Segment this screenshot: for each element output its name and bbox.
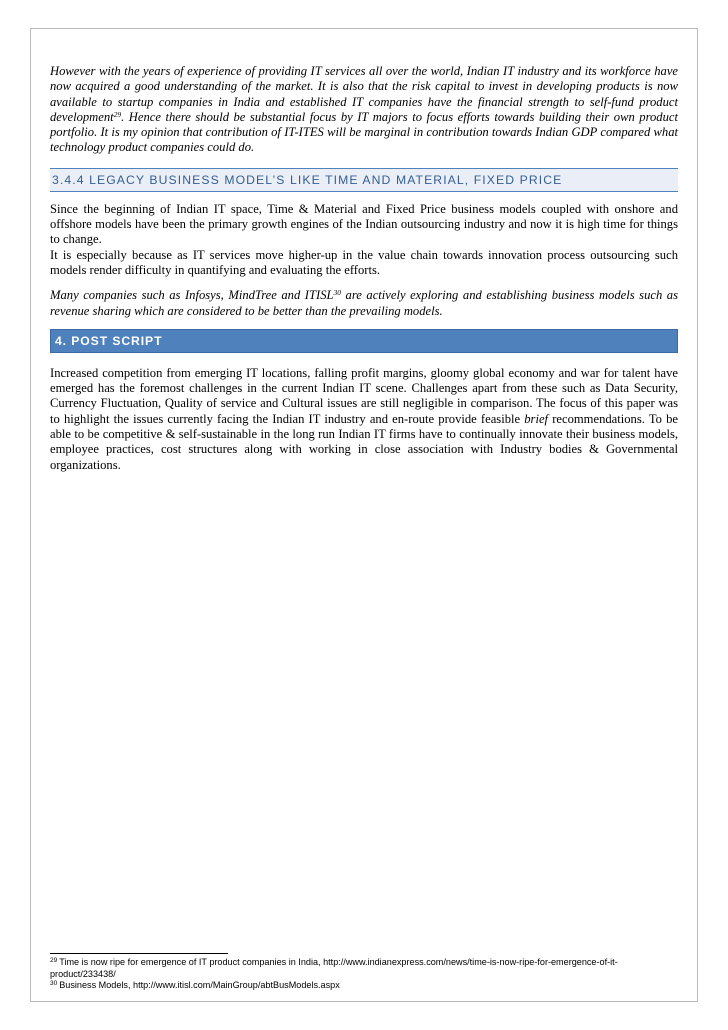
footnote-29: [50, 957, 678, 980]
legacy-paragraph-3-part-1: Many companies such as Infosys, MindTree and ITISL: [50, 288, 334, 303]
legacy-paragraph-1: Since the beginning of Indian IT space, Time & Material and Fixed Price business models coupled with onshore and offshore models have been the primary growth engines of the Indian outsourcing industry and now it is high time for things to change.: [50, 201, 678, 247]
postscript-text-part-2: recommendations. To be able to be competitive & self-sustainable in the long run Indian IT firms have to continually innovate their business models, employee practices, cost structures along with working in close association with Industry bodies & Governmental organizations.: [50, 411, 678, 472]
page-content: [50, 64, 678, 473]
footnotes: [50, 953, 678, 992]
footnote-mark: 29: [50, 957, 58, 964]
section-heading-3-4-4: 3.4.4 LEGACY BUSINESS MODEL’S LIKE TIME AND MATERIAL, FIXED PRICE: [50, 168, 678, 192]
footnote-30: [50, 980, 678, 992]
intro-text-part-1: However with the years of experience of providing IT services all over the world, Indian IT industry and its workforce have now acquired a good understanding of the market. It is also that the risk capital to invest in developing products is now available to startup companies in India and established IT companies have the financial strength to self-fund product development: [50, 64, 678, 124]
postscript-emphasis: brief: [524, 411, 549, 426]
intro-text-part-2: . Hence there should be substantial focus by IT majors to focus efforts towards building their own product portfolio. It is my opinion that contribution of IT-ITES will be marginal in contribution towards Indian GDP compared what technology product companies could do.: [50, 109, 678, 155]
legacy-paragraph-3: [50, 288, 678, 319]
postscript-paragraph: [50, 366, 678, 473]
legacy-paragraph-3-part-2: are actively exploring and establishing business models such as revenue sharing which are considered to be better than the prevailing models.: [50, 288, 678, 318]
footnote-mark: 30: [50, 980, 58, 987]
footnote-ref-30[interactable]: 30: [333, 288, 341, 298]
footnote-ref-29[interactable]: 29: [113, 109, 122, 119]
footnote-text[interactable]: Business Models, http://www.itisl.com/MainGroup/abtBusModels.aspx: [59, 980, 340, 990]
footnote-text[interactable]: Time is now ripe for emergence of IT product companies in India, http://www.indianexpress.com/news/time-is-now-ripe-for-emergence-of-it-product/233438/: [50, 957, 618, 979]
intro-paragraph: [50, 64, 678, 156]
section-heading-4: 4. POST SCRIPT: [50, 329, 678, 353]
footnote-separator: [50, 953, 228, 954]
postscript-text-part-1: Increased competition from emerging IT locations, falling profit margins, gloomy global economy and war for talent have emerged has the foremost challenges in the current Indian IT scene. Challenges apart from these such as Data Security, Currency Fluctuation, Quality of service and Cultural issues are still negligible in comparison. The focus of this paper was to highlight the issues currently facing the Indian IT industry and en-route provide feasible: [50, 365, 678, 426]
legacy-paragraph-2: It is especially because as IT services move higher-up in the value chain towards innovation process outsourcing such models render difficulty in quantifying and evaluating the efforts.: [50, 247, 678, 277]
